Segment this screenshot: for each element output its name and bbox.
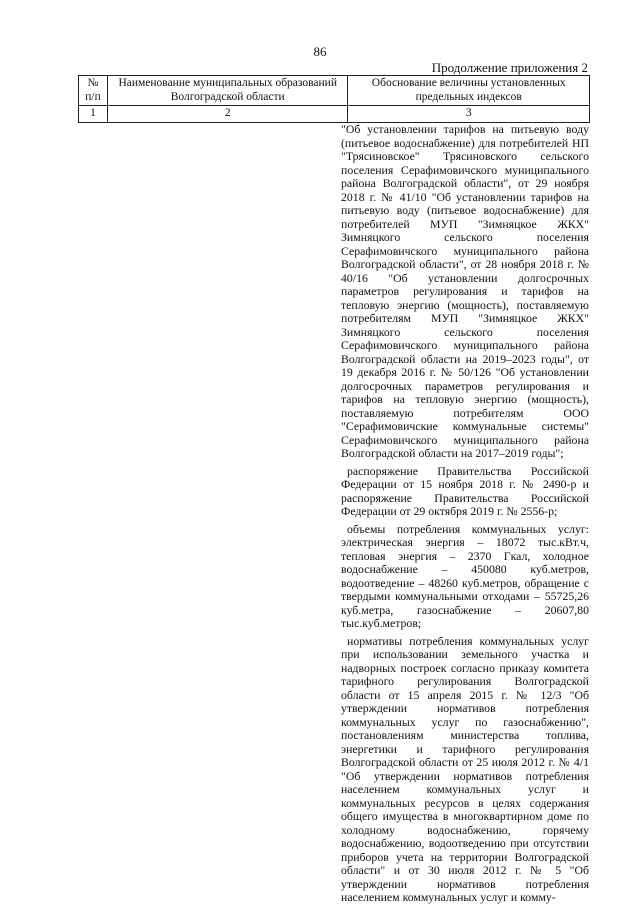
paragraph: объемы потребления коммунальных услуг: электрическая энергия – 18072 тыс.кВт.ч, тепловая энергия – 2370 Гкал, холодное водоснабжение – 450080 куб.метров, водоотведение – 48260 куб.метров, обращение с твердыми коммунальными отходами – 55725,26 куб.метра, газоснабжение – 20607,80 тыс.куб.метров; <box>341 521 589 630</box>
column-number-2: 2 <box>107 106 348 123</box>
column-number-row <box>79 106 590 123</box>
column-number-1: 1 <box>79 106 108 123</box>
paragraph: нормативы потребления коммунальных услуг при использовании земельного участка и надворных построек согласно приказу комитета тарифного регулирования Волгоградской области от 15 апреля 2015 г. № 12/3 "Об утверждении нормативов потребления коммунальных услуг по газоснабжению", постановлениям министерства топлива, энергетики и тарифного регулирования Волгоградской области от 25 июля 2012 г. № 4/1 "Об утверждении нормативов потребления населением коммунальных услуг и коммунальных ресурсов в целях содержания общего имущества в многоквартирном доме по холодному водоснабжению, горячему водоснабжению, водоотведению при отсутствии приборов учета на территории Волгоградской области" и от 30 июля 2012 г. № 5 "Об утверждении нормативов потребления населением коммунальных услуг и комму- <box>341 633 589 904</box>
header-basis: Обоснование величины установленных предельных индексов <box>348 76 590 106</box>
header-row <box>79 76 590 106</box>
header-num: № п/п <box>79 76 108 106</box>
header-table <box>78 75 590 123</box>
basis-column-text <box>341 123 589 909</box>
appendix-continuation-label: Продолжение приложения 2 <box>431 60 588 75</box>
paragraph: "Об установлении тарифов на питьевую воду (питьевое водоснабжение) для потребителей НП "Трясиновское" Трясиновского сельского поселения Серафимовичского муниципального района Волгоградской области", от 29 ноября 2018 г. № 41/10 "Об установлении тарифов на питьевую воду (питьевое водоснабжение) для потребителей МУП "Зимняцкое ЖКХ" Зимняцкого сельского поселения Серафимовичского муниципального района Волгоградской области", от 28 ноября 2018 г. № 40/16 "Об установлении долгосрочных параметров регулирования и тарифов на тепловую энергию (мощность), поставляемую потребителям МУП "Зимняцкое ЖКХ" Зимняцкого сельского поселения Серафимовичского муниципального района Волгоградской области на 2019–2023 годы", от 19 декабря 2016 г. № 50/126 "Об установлении долгосрочных параметров регулирования и тарифов на тепловую энергию (мощность), поставляемую потребителям ООО "Серафимовичские коммунальные системы" Серафимовичского муниципального района Волгоградской области на 2017–2019 годы"; <box>341 122 589 460</box>
header-name: Наименование муниципальных образований Волгоградской области <box>107 76 348 106</box>
paragraph: распоряжение Правительства Российской Федерации от 15 ноября 2018 г. № 2490-р и распоряжение Правительства Российской Федерации от 29 октября 2019 г. № 2556-р; <box>341 463 589 518</box>
page-number: 86 <box>313 44 327 59</box>
column-number-3: 3 <box>348 106 590 123</box>
